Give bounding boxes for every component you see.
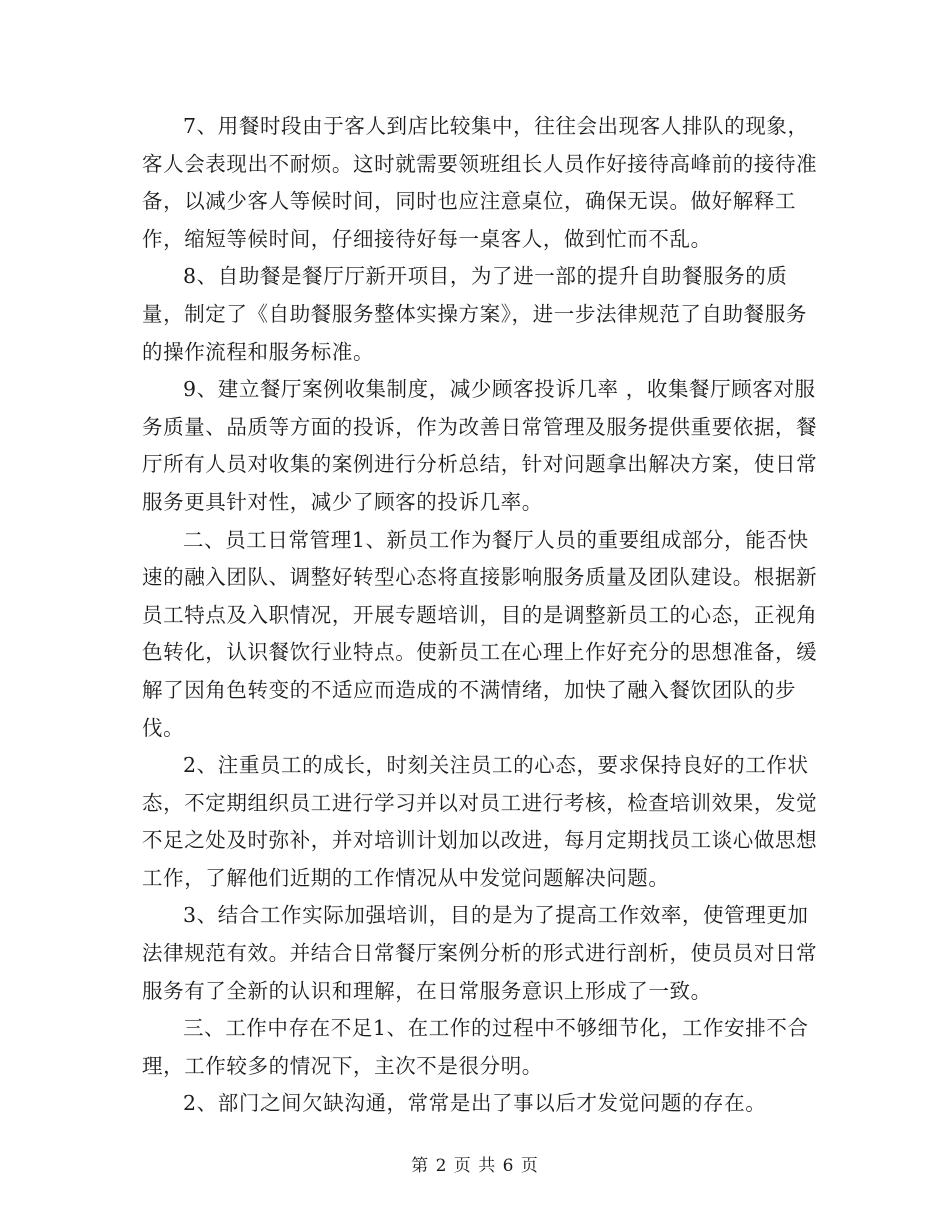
paragraph-item-9: 9、建立餐厅案例收集制度，减少顾客投诉几率 ，收集餐厅顾客对服务质量、品质等方面的投诉，作为改善日常管理及服务提供重要依据，餐厅所有人员对收集的案例进行分析总结，针对问题拿出解决方案，使日常服务更具针对性，减少了顾客的投诉几率。: [142, 377, 818, 514]
page-number-footer: 第 2 页 共 6 页: [411, 1156, 539, 1176]
paragraph-section-2-item-2: 2、注重员工的成长，时刻关注员工的心态，要求保持良好的工作状态，不定期组织员工进行学习并以对员工进行考核，检查培训效果，发觉不足之处及时弥补，并对培训计划加以改进，每月定期找员工谈心做思想工作，了解他们近期的工作情况从中发觉问题解决问题。: [142, 753, 818, 890]
paragraph-item-8: 8、自助餐是餐厅厅新开项目，为了进一部的提升自助餐服务的质量，制定了《自助餐服务整体实操方案》，进一步法律规范了自助餐服务的操作流程和服务标准。: [142, 264, 807, 364]
paragraph-section-3-item-2: 2、部门之间欠缺沟通，常常是出了事以后才发觉问题的存在。: [183, 1091, 767, 1116]
paragraph-item-7: 7、用餐时段由于客人到店比较集中，往往会出现客人排队的现象，客人会表现出不耐烦。这时就需要领班组长人员作好接待高峰前的接待准备，以减少客人等候时间，同时也应注意桌位，确保无误。做好解释工作，缩短等候时间，仔细接待好每一桌客人，做到忙而不乱。: [142, 114, 818, 251]
document-body: [142, 108, 822, 1123]
paragraph-section-2-item-1: 二、员工日常管理1、新员工作为餐厅人员的重要组成部分，能否快速的融入团队、调整好转型心态将直接影响服务质量及团队建设。根据新员工特点及入职情况，开展专题培训，目的是调整新员工的心态，正视角色转化，认识餐饮行业特点。使新员工在心理上作好充分的思想准备，缓解了因角色转变的不适应而造成的不满情绪，加快了融入餐饮团队的步伐。: [142, 527, 818, 740]
paragraph-section-3-item-1: 三、工作中存在不足1、在工作的过程中不够细节化，工作安排不合理，工作较多的情况下，主次不是很分明。: [142, 1016, 809, 1078]
paragraph-section-2-item-3: 3、结合工作实际加强培训，目的是为了提高工作效率，使管理更加法律规范有效。并结合日常餐厅案例分析的形式进行剖析，使员员对日常服务有了全新的认识和理解，在日常服务意识上形成了一致。: [142, 903, 818, 1003]
